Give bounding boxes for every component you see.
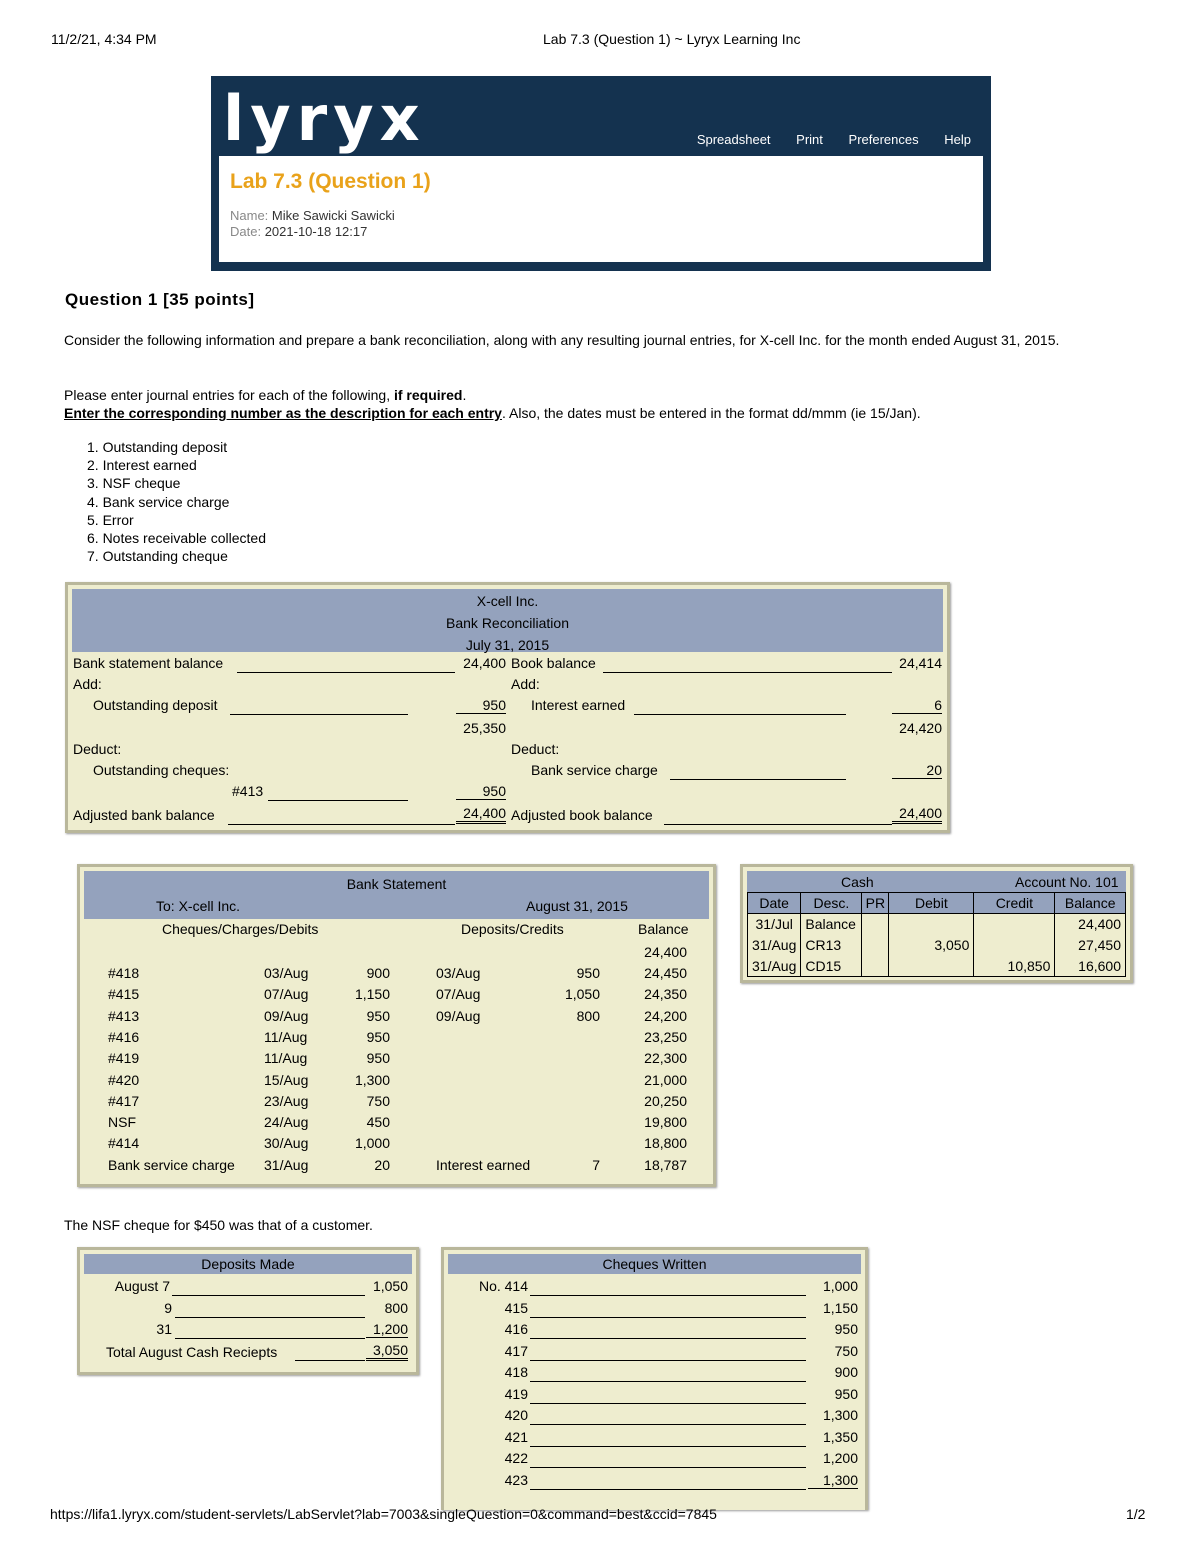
lab-date (230, 224, 367, 239)
stmt-debit-amount: 950 (366, 1007, 390, 1024)
book-subtotal: 24,420 (899, 720, 942, 736)
col-date: Date (748, 893, 801, 914)
student-name (230, 208, 395, 223)
stmt-debit-amount: 950 (366, 1050, 390, 1067)
name-label: Name: (230, 208, 269, 223)
adj-bank-label: Adjusted bank balance (73, 807, 215, 823)
leader-line (530, 1445, 806, 1447)
date-value: 2021-10-18 12:17 (264, 224, 368, 239)
lab-title: Lab 7.3 (Question 1) (230, 170, 431, 193)
statement-title: Bank Statement (346, 876, 447, 892)
opening-balance: 24,400 (644, 944, 687, 960)
cash-pr (862, 935, 889, 956)
leader-line (530, 1359, 806, 1361)
cash-pr (862, 914, 889, 935)
cheque-amount: 1,350 (822, 1428, 858, 1445)
list-item: 4. Bank service charge (87, 493, 230, 510)
stmt-debit-desc: #413 (108, 1007, 140, 1024)
leader-line (175, 1316, 365, 1318)
cheque-number: 419 (504, 1385, 528, 1402)
cash-ledger-body (748, 914, 1126, 977)
cheques-title: Cheques Written (602, 1256, 707, 1272)
lyryx-logo[interactable]: lyryx (223, 82, 426, 155)
adj-bank-value: 24,400 (456, 805, 506, 824)
stmt-credit-date: Interest earned (436, 1156, 531, 1173)
stmt-debit-desc: #417 (108, 1092, 140, 1109)
stmt-credit-amount: 7 (592, 1156, 600, 1173)
deduct-label-left: Deduct: (73, 741, 122, 757)
stmt-debit-date: 30/Aug (264, 1135, 309, 1152)
cash-balance: 27,450 (1055, 935, 1126, 956)
top-nav (675, 132, 971, 147)
cheque-413-value: 950 (456, 783, 506, 800)
deposit-date: August 7 (114, 1278, 170, 1294)
stmt-debit-desc: #415 (108, 986, 140, 1003)
stmt-credit-date: 03/Aug (436, 965, 481, 981)
service-charge-label: Bank service charge (531, 762, 658, 778)
leader-line (228, 823, 455, 825)
cash-desc: CD15 (801, 956, 862, 977)
col-balance-header: Balance (638, 921, 689, 937)
leader-line (664, 823, 892, 825)
stmt-debit-desc: Bank service charge (108, 1156, 235, 1173)
cheque-number: 420 (504, 1407, 528, 1423)
stmt-credit-amount: 800 (576, 1007, 600, 1024)
cheque-number: 418 (504, 1364, 528, 1380)
book-balance-value: 24,414 (899, 655, 942, 671)
req-prefix: Please enter journal entries for each of the following, (64, 387, 391, 403)
print-page-title: Lab 7.3 (Question 1) ~ Lyryx Learning Inc (543, 31, 801, 47)
cash-balance: 16,600 (1055, 956, 1126, 977)
stmt-debit-desc: #414 (108, 1135, 140, 1152)
cheque-amount: 1,200 (822, 1450, 858, 1466)
statement-to: To: X-cell Inc. (156, 898, 241, 914)
leader-line (530, 1380, 806, 1382)
cash-credit: 10,850 (974, 956, 1055, 977)
leader-line (634, 713, 846, 715)
out-deposit-label: Outstanding deposit (93, 697, 218, 713)
stmt-balance: 24,200 (644, 1007, 687, 1024)
leader-line (268, 799, 408, 801)
book-balance-label: Book balance (511, 655, 596, 671)
recon-title: Bank Reconciliation (446, 615, 569, 631)
cash-ledger-panel (740, 864, 1133, 983)
col-pr: PR (862, 893, 889, 914)
adj-book-value: 24,400 (892, 805, 942, 824)
interest-value: 6 (892, 697, 942, 714)
cash-credit (974, 935, 1055, 956)
cash-debit (889, 956, 974, 977)
stmt-balance: 23,250 (644, 1028, 687, 1045)
leader-line (237, 671, 455, 673)
deposit-amount: 800 (384, 1299, 408, 1316)
cheque-number: 422 (504, 1450, 528, 1466)
leader-line (530, 1466, 806, 1468)
nav-print[interactable]: Print (796, 132, 823, 147)
name-value: Mike Sawicki Sawicki (271, 208, 395, 223)
stmt-debit-amount: 1,300 (354, 1071, 390, 1088)
req-bold: if required (393, 387, 463, 403)
cash-pr (862, 956, 889, 977)
leader-line (530, 1423, 806, 1425)
stmt-debit-amount: 1,000 (354, 1135, 390, 1152)
lab-info-box (219, 156, 983, 262)
cheque-number: 415 (504, 1299, 528, 1316)
stmt-credit-date: 07/Aug (436, 986, 481, 1003)
stmt-debit-desc: #420 (108, 1071, 140, 1088)
req-underline: Enter the corresponding number as the description for each entry (64, 405, 502, 421)
out-deposit-value: 950 (456, 697, 506, 714)
stmt-credit-date: 09/Aug (436, 1007, 481, 1024)
col-debits-header: Cheques/Charges/Debits (162, 921, 319, 937)
print-datetime: 11/2/21, 4:34 PM (51, 31, 157, 47)
list-item: 6. Notes receivable collected (87, 530, 266, 547)
req-period: . (462, 387, 467, 403)
stmt-debit-desc: #419 (108, 1050, 140, 1067)
deposits-title: Deposits Made (201, 1256, 295, 1272)
cash-credit (974, 914, 1055, 935)
stmt-credit-amount: 950 (576, 965, 600, 981)
list-item: 5. Error (87, 511, 134, 528)
cheques-header (448, 1254, 861, 1274)
table-row (748, 914, 1126, 935)
stmt-debit-date: 24/Aug (264, 1114, 309, 1131)
cheque-number: 417 (504, 1342, 528, 1359)
deposit-date: 9 (164, 1299, 172, 1316)
list-item: 1. Outstanding deposit (87, 439, 228, 455)
recon-company: X-cell Inc. (476, 593, 539, 609)
add-label: Add: (73, 676, 102, 692)
list-item: 3. NSF cheque (87, 475, 181, 492)
leader-line (670, 778, 846, 780)
nsf-note: The NSF cheque for $450 was that of a customer. (64, 1217, 373, 1233)
leader-line (530, 1294, 806, 1296)
list-item: 7. Outstanding cheque (87, 548, 228, 565)
adj-book-label: Adjusted book balance (511, 807, 653, 823)
stmt-balance: 22,300 (644, 1050, 687, 1067)
stmt-debit-date: 11/Aug (264, 1050, 308, 1067)
leader-line (530, 1488, 806, 1490)
entry-number-list (87, 438, 266, 565)
nav-preferences[interactable]: Preferences (848, 132, 919, 147)
req-suffix: . Also, the dates must be entered in the format dd/mmm (ie 15/Jan). (501, 405, 921, 421)
cash-desc: CR13 (801, 935, 862, 956)
footer-page-number: 1/2 (1126, 1506, 1146, 1522)
stmt-debit-amount: 950 (366, 1028, 390, 1045)
nav-help[interactable]: Help (944, 132, 971, 147)
leader-line (530, 1402, 806, 1404)
cash-ledger-table (747, 892, 1126, 977)
cash-balance: 24,400 (1055, 914, 1126, 935)
stmt-debit-amount: 900 (366, 965, 390, 981)
leader-line (230, 713, 408, 715)
cash-desc: Balance (801, 914, 862, 935)
recon-header (72, 589, 943, 652)
out-cheques-label: Outstanding cheques: (93, 762, 230, 778)
leader-line (172, 1294, 365, 1296)
bank-balance-label: Bank statement balance (73, 655, 224, 671)
stmt-debit-date: 09/Aug (264, 1007, 309, 1024)
stmt-balance: 24,450 (644, 965, 687, 981)
table-row (748, 935, 1126, 956)
stmt-balance: 18,787 (644, 1156, 687, 1173)
cheque-amount: 1,150 (822, 1299, 858, 1316)
col-desc: Desc. (801, 893, 862, 914)
stmt-balance: 18,800 (644, 1135, 687, 1152)
stmt-debit-desc: #416 (108, 1028, 140, 1045)
col-credits-header: Deposits/Credits (461, 921, 564, 937)
cheque-amount: 1,000 (822, 1278, 858, 1294)
cheque-amount: 950 (834, 1321, 858, 1337)
stmt-debit-amount: 20 (374, 1156, 390, 1173)
cash-date: 31/Aug (748, 956, 801, 977)
leader-line (530, 1337, 806, 1339)
statement-header (84, 871, 709, 919)
deposits-total-label: Total August Cash Reciepts (106, 1344, 278, 1360)
lyryx-header-banner (211, 76, 991, 271)
leader-line (530, 1316, 806, 1318)
cheques-written-panel (441, 1247, 868, 1510)
date-label: Date: (230, 224, 262, 239)
deduct-label-right: Deduct: (511, 741, 560, 757)
table-row (748, 956, 1126, 977)
cash-debit (889, 914, 974, 935)
question-intro: Consider the following information and prepare a bank reconciliation, along with any resulting journal entries, for X-cell Inc. for the month ended August 31, 2015. (64, 332, 1060, 348)
question-requirements (64, 386, 921, 422)
stmt-balance: 21,000 (644, 1071, 687, 1088)
cheque-number: No. 414 (478, 1278, 528, 1294)
bank-reconciliation-panel (65, 582, 950, 833)
cash-date: 31/Jul (748, 914, 801, 935)
cheque-amount: 1,300 (808, 1472, 858, 1489)
col-credit: Credit (974, 893, 1055, 914)
stmt-balance: 24,350 (644, 986, 687, 1003)
leader-line (175, 1337, 365, 1339)
deposit-date: 31 (156, 1321, 172, 1337)
stmt-debit-date: 11/Aug (264, 1028, 308, 1045)
stmt-debit-date: 23/Aug (264, 1092, 309, 1109)
stmt-debit-desc: #418 (108, 965, 140, 981)
cash-ledger-header (747, 871, 1126, 892)
deposits-header (84, 1254, 412, 1274)
bank-statement-panel (77, 864, 716, 1187)
cheque-number: 423 (504, 1471, 528, 1488)
stmt-debit-amount: 1,150 (354, 986, 390, 1003)
stmt-debit-date: 31/Aug (264, 1156, 309, 1173)
cheque-amount: 1,300 (822, 1407, 858, 1423)
question-title: Question 1 [35 points] (65, 290, 255, 309)
stmt-balance: 19,800 (644, 1114, 687, 1131)
cash-date: 31/Aug (748, 935, 801, 956)
cheque-number: 416 (504, 1321, 528, 1337)
stmt-debit-date: 07/Aug (264, 986, 309, 1003)
cheque-413-label: #413 (232, 783, 264, 799)
statement-date: August 31, 2015 (526, 898, 628, 914)
add-label-right: Add: (511, 676, 540, 692)
col-balance: Balance (1055, 893, 1126, 914)
cheque-amount: 950 (834, 1385, 858, 1402)
stmt-debit-date: 15/Aug (264, 1071, 309, 1088)
cheque-number: 421 (504, 1428, 528, 1445)
deposits-made-panel (77, 1247, 419, 1375)
cheque-amount: 900 (834, 1364, 858, 1380)
service-charge-value: 20 (892, 762, 942, 779)
stmt-debit-desc: NSF (108, 1114, 136, 1131)
stmt-debit-date: 03/Aug (264, 965, 309, 981)
leader-line (603, 671, 892, 673)
list-item: 2. Interest earned (87, 457, 197, 474)
leader-line (295, 1359, 365, 1361)
deposit-amount: 1,200 (366, 1321, 408, 1338)
cash-debit: 3,050 (889, 935, 974, 956)
interest-label: Interest earned (531, 697, 626, 713)
col-debit: Debit (889, 893, 974, 914)
cash-title: Cash (841, 874, 874, 890)
bank-subtotal: 25,350 (463, 720, 506, 736)
stmt-balance: 20,250 (644, 1092, 687, 1109)
deposits-total-value: 3,050 (366, 1342, 408, 1361)
nav-spreadsheet[interactable]: Spreadsheet (696, 132, 771, 147)
recon-date: July 31, 2015 (465, 637, 550, 653)
deposit-amount: 1,050 (372, 1278, 408, 1294)
stmt-credit-amount: 1,050 (564, 986, 600, 1003)
bank-balance-value: 24,400 (463, 655, 506, 671)
cash-account-no: Account No. 101 (1015, 874, 1119, 890)
cheque-amount: 750 (834, 1342, 858, 1359)
footer-url: https://lifa1.lyryx.com/student-servlets/LabServlet?lab=7003&singleQuestion=0&command=best&ccid=7845 (50, 1506, 717, 1522)
stmt-debit-amount: 450 (366, 1114, 390, 1131)
stmt-debit-amount: 750 (366, 1092, 390, 1109)
